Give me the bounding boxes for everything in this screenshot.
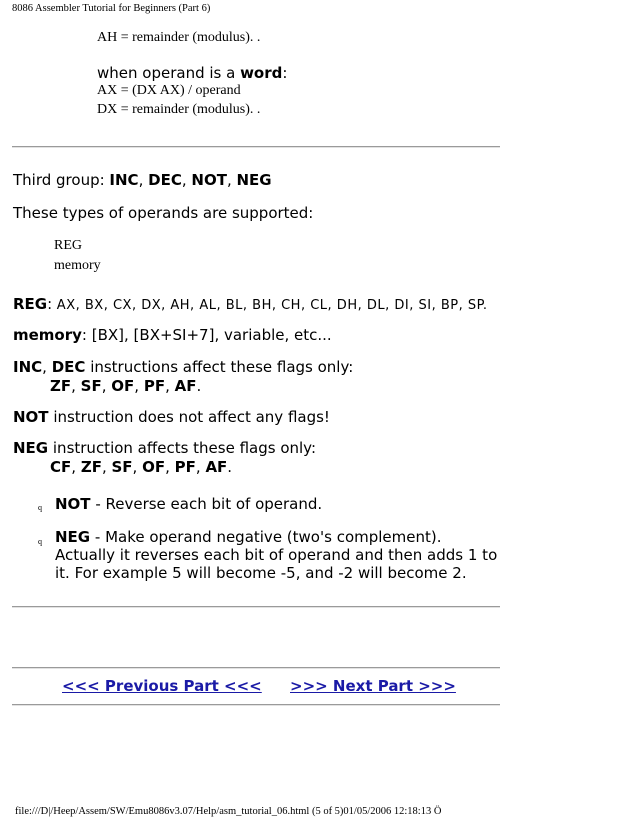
operand-memory: memory [54, 258, 101, 273]
next-part-link[interactable]: >>> Next Part >>> [290, 677, 456, 695]
word-suffix: : [282, 64, 288, 82]
previous-part-link[interactable]: <<< Previous Part <<< [62, 677, 262, 695]
bullet-not [55, 495, 322, 513]
bullet-icon: q [38, 537, 42, 546]
bullet-neg [55, 528, 442, 546]
flag-zf: ZF [50, 377, 72, 395]
neg-text: instruction affects these flags only: [48, 439, 317, 457]
divider-middle [12, 606, 500, 608]
inc-keyword: INC [109, 171, 139, 189]
sep: , [226, 171, 237, 189]
sep: , [181, 171, 192, 189]
operands-intro: These types of operands are supported: [13, 204, 314, 222]
memory-label: memory [13, 326, 82, 344]
bullet-neg-label: NEG [55, 528, 91, 546]
reg-list: AX, BX, CX, DX, AH, AL, BL, BH, CH, CL, DH, DL, DI, SI, BP, SP. [52, 298, 488, 313]
flag-of: OF [111, 377, 135, 395]
divider-nav-top [12, 667, 500, 669]
ax-line: AX = (DX AX) / operand [97, 83, 241, 98]
flag-of: OF [142, 458, 166, 476]
bullet-not-label: NOT [55, 495, 91, 513]
flag-zf: ZF [80, 458, 102, 476]
inc-label: INC [13, 358, 43, 376]
flag-cf: CF [50, 458, 72, 476]
word-prefix: when operand is a [97, 64, 241, 82]
sep: , [138, 171, 149, 189]
neg-label: NEG [13, 439, 49, 457]
dec-keyword: DEC [148, 171, 182, 189]
inc-dec-flags: ZF, SF, OF, PF, AF. [50, 377, 202, 395]
word-operand-line [97, 64, 287, 82]
flag-pf: PF [143, 377, 166, 395]
bullet-not-text: - Reverse each bit of operand. [90, 495, 323, 513]
reg-colon: : [47, 295, 53, 313]
bullet-neg-text: - Make operand negative (two's complement). [90, 528, 442, 546]
bullet-neg-line2: Actually it reverses each bit of operand and then adds 1 to [55, 546, 498, 564]
inc-dec-note [13, 358, 353, 376]
not-label: NOT [13, 408, 49, 426]
third-group-heading [13, 171, 272, 189]
dx-line: DX = remainder (modulus). . [97, 102, 261, 117]
reg-definition [13, 294, 488, 313]
word-keyword: word [240, 64, 283, 82]
flag-pf: PF [174, 458, 196, 476]
flag-sf: SF [111, 458, 133, 476]
bullet-neg-line3: it. For example 5 will become -5, and -2 will become 2. [55, 564, 467, 582]
flag-af: AF [174, 377, 197, 395]
not-note [13, 408, 330, 426]
inc-dec-text: instructions affect these flags only: [85, 358, 354, 376]
neg-keyword: NEG [236, 171, 272, 189]
not-keyword: NOT [191, 171, 227, 189]
divider-nav-bottom [12, 704, 500, 706]
third-group-prefix: Third group: [13, 171, 110, 189]
reg-label: REG [13, 295, 48, 313]
dec-label: DEC [51, 358, 86, 376]
flag-sf: SF [80, 377, 102, 395]
divider-top [12, 146, 500, 148]
page-footer-path: file:///D|/Heep/Assem/SW/Emu8086v3.07/Help/asm_tutorial_06.html (5 of 5)01/05/2006 12:18:13 Ö [15, 806, 442, 817]
not-text: instruction does not affect any flags! [48, 408, 330, 426]
page-header-title: 8086 Assembler Tutorial for Beginners (Part 6) [12, 3, 211, 14]
flag-af: AF [205, 458, 228, 476]
neg-note [13, 439, 316, 457]
memory-text: : [BX], [BX+SI+7], variable, etc... [81, 326, 332, 344]
operand-reg: REG [54, 238, 82, 253]
neg-flags: CF, ZF, SF, OF, PF, AF. [50, 458, 233, 476]
byte-remainder-line: AH = remainder (modulus). . [97, 30, 261, 45]
sep: , [42, 358, 52, 376]
memory-definition [13, 326, 332, 344]
bullet-icon: q [38, 503, 42, 512]
